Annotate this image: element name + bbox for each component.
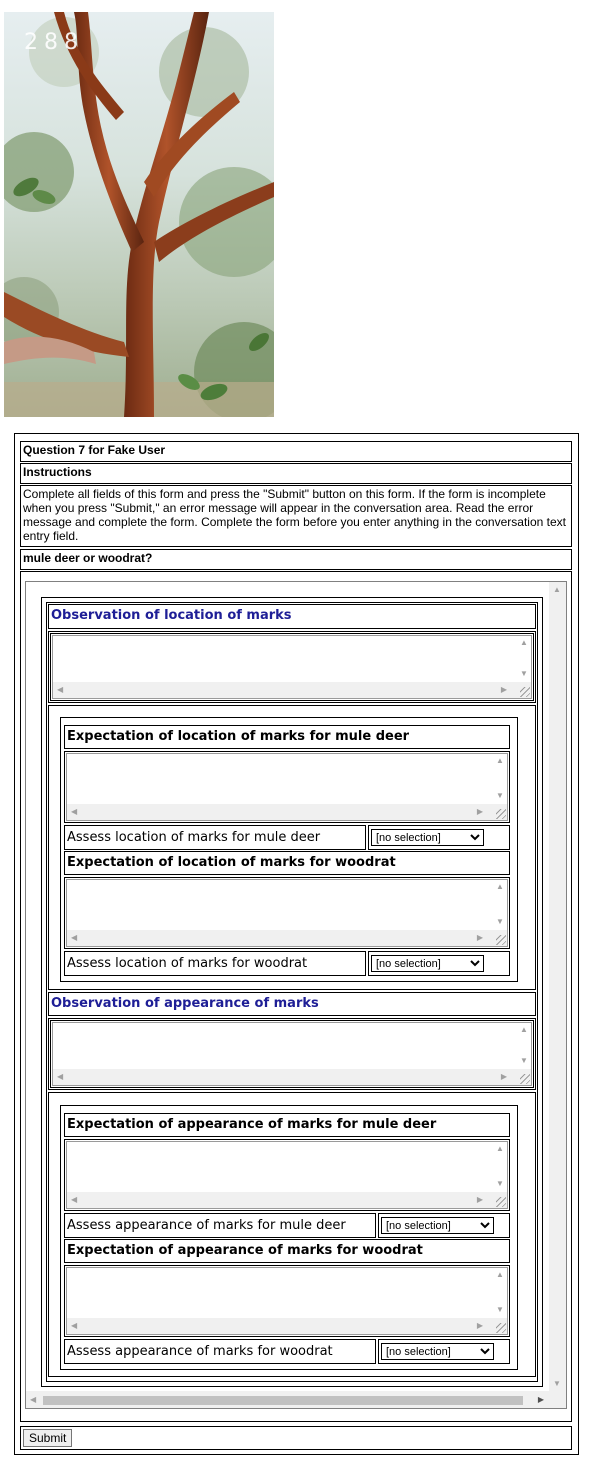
form-scroll-container: [20, 571, 572, 1422]
observation-location-header: Observation of location of marks: [48, 604, 536, 629]
observation-appearance-field-wrap: ▲ ▼ ◀ ▶: [50, 1020, 534, 1088]
instructions-title: Instructions: [20, 463, 572, 484]
assess-appearance-mule-deer-label: Assess appearance of marks for mule deer: [64, 1213, 376, 1238]
expectation-location-mule-deer-header: Expectation of location of marks for mule deer: [64, 725, 510, 749]
scroll-right-arrow-icon: ▶: [537, 1395, 544, 1404]
horizontal-scrollbar[interactable]: [26, 1391, 550, 1408]
observation-location-field-wrap: ▲ ▼ ◀ ▶: [50, 633, 534, 701]
form-scroll-area[interactable]: [25, 581, 567, 1409]
question-title: Question 7 for Fake User: [20, 441, 572, 462]
expectation-appearance-mule-deer-header: Expectation of appearance of marks for mule deer: [64, 1113, 510, 1137]
assess-appearance-mule-deer-select[interactable]: [381, 1217, 494, 1234]
instructions-text: Complete all fields of this form and press the "Submit" button on this form. If the form is incomplete when you press "Submit," an error message will appear in the conversation area. Read the error message and complete the form. Complete the form before you enter anything in the conversation text entry field.: [20, 485, 572, 547]
assess-appearance-woodrat-cell: [378, 1339, 510, 1364]
assess-location-mule-deer-label: Assess location of marks for mule deer: [64, 825, 366, 850]
assess-location-mule-deer-select[interactable]: [371, 829, 484, 846]
expectation-appearance-woodrat-header: Expectation of appearance of marks for woodrat: [64, 1239, 510, 1263]
prompt-text: mule deer or woodrat?: [20, 549, 572, 570]
horizontal-scroll-thumb[interactable]: [43, 1396, 523, 1405]
resize-grip-icon[interactable]: [520, 1074, 530, 1084]
expectation-appearance-woodrat-field-wrap: ▲ ▼ ◀ ▶: [64, 1265, 510, 1337]
observation-appearance-header: Observation of appearance of marks: [48, 992, 536, 1016]
assess-appearance-woodrat-select[interactable]: [381, 1343, 494, 1360]
resize-grip-icon[interactable]: [520, 687, 530, 697]
submit-button[interactable]: Submit: [23, 1429, 72, 1447]
assess-location-woodrat-select[interactable]: [371, 955, 484, 972]
assess-appearance-mule-deer-cell: [378, 1213, 510, 1238]
expectation-location-woodrat-field-wrap: ▲ ▼ ◀ ▶: [64, 877, 510, 949]
submit-row: [20, 1426, 572, 1450]
resize-grip-icon[interactable]: [496, 1323, 506, 1333]
expectation-appearance-mule-deer-field-wrap: ▲ ▼ ◀ ▶: [64, 1139, 510, 1211]
question-form: [14, 433, 579, 1455]
vertical-scrollbar[interactable]: [549, 582, 566, 1392]
assess-appearance-woodrat-label: Assess appearance of marks for woodrat: [64, 1339, 376, 1364]
resize-grip-icon[interactable]: [496, 1197, 506, 1207]
tree-photo-illustration: [4, 12, 274, 417]
scroll-up-arrow-icon: ▲: [553, 585, 561, 594]
tree-photo: [4, 12, 274, 417]
scroll-left-arrow-icon: ◀: [30, 1395, 37, 1404]
photo-counter: 288: [24, 30, 84, 55]
assess-location-woodrat-cell: [368, 951, 510, 976]
scroll-down-arrow-icon: ▼: [553, 1379, 561, 1388]
resize-grip-icon[interactable]: [496, 809, 506, 819]
assess-location-mule-deer-cell: [368, 825, 510, 850]
expectation-location-mule-deer-field-wrap: ▲ ▼ ◀ ▶: [64, 751, 510, 823]
assess-location-woodrat-label: Assess location of marks for woodrat: [64, 951, 366, 976]
expectation-location-woodrat-header: Expectation of location of marks for woodrat: [64, 851, 510, 875]
resize-grip-icon[interactable]: [496, 935, 506, 945]
